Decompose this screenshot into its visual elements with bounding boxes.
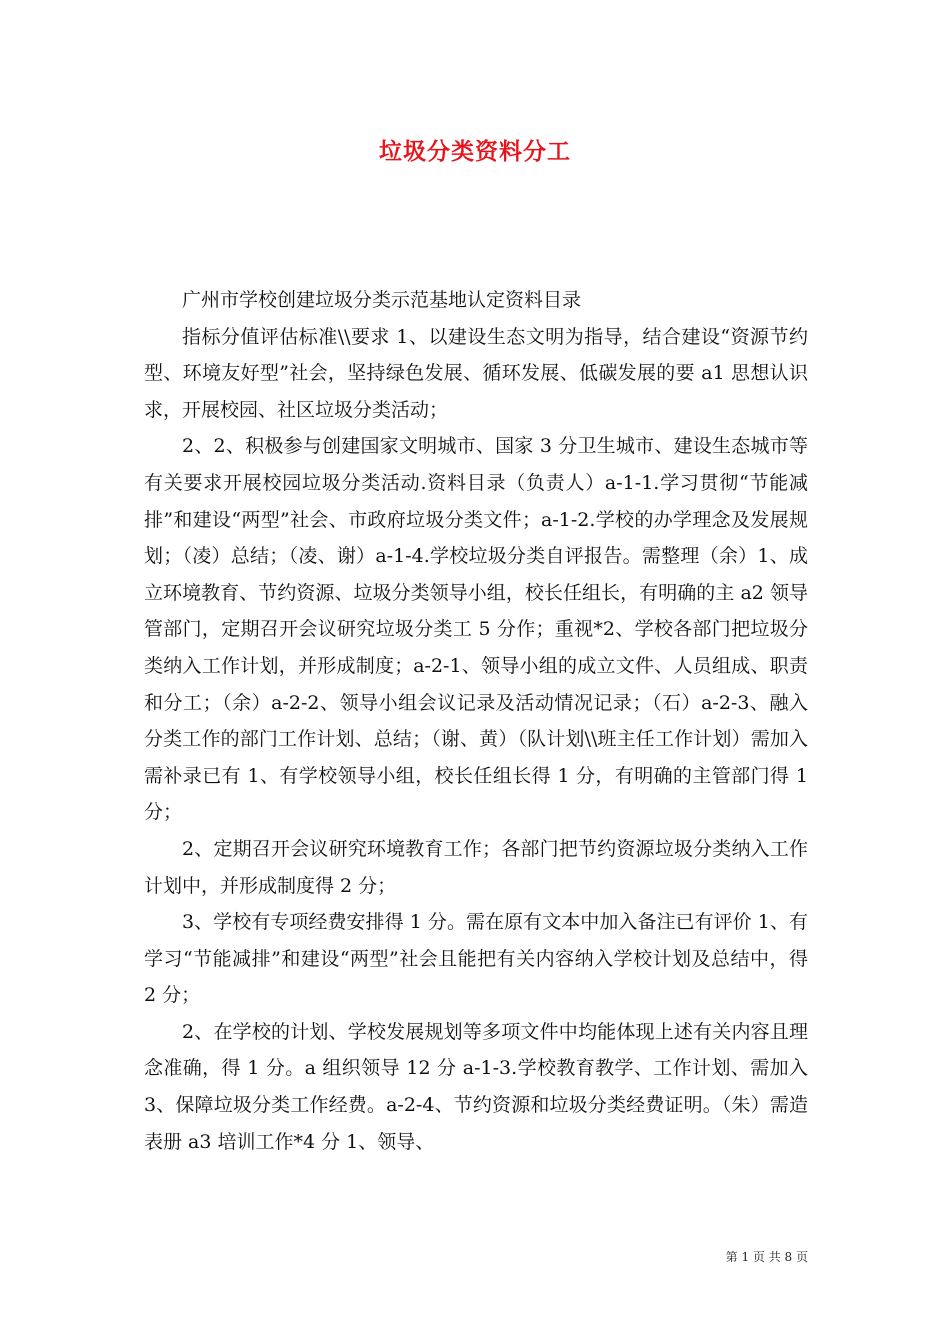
- paragraph-1: 广州市学校创建垃圾分类示范基地认定资料目录: [182, 289, 582, 311]
- document-body: [144, 282, 808, 1160]
- page-number: 第 1 页 共 8 页: [725, 1250, 808, 1264]
- paragraph-3: 2、2、积极参与创建国家文明城市、国家 3 分卫生城市、建设生态城市等有关要求开展校园垃圾分类活动.资料目录（负责人）a-1-1.学习贯彻“节能减排”和建设“两型”社会、市政府垃圾分类文件；a-1-2.学校的办学理念及发展规划；（凌）总结；（凌、谢）a-1-4.学校垃圾分类自评报告。需整理（余）1、成立环境教育、节约资源、垃圾分类领导小组，校长任组长，有明确的主 a2 领导管部门，定期召开会议研究垃圾分类工 5 分作；重视*2、学校各部门把垃圾分类纳入工作计划，并形成制度；a-2-1、领导小组的成立文件、人员组成、职责和分工；（余）a-2-2、领导小组会议记录及活动情况记录；（石）a-2-3、融入分类工作的部门工作计划、总结；（谢、黄）（队计划\\班主任工作计划）需加入需补录已有 1、有学校领导小组，校长任组长得 1 分，有明确的主管部门得 1 分；: [144, 435, 808, 824]
- paragraph-5: 3、学校有专项经费安排得 1 分。需在原有文本中加入备注已有评价 1、有学习“节能减排”和建设“两型”社会且能把有关内容纳入学校计划及总结中，得 2 分；: [144, 911, 808, 1007]
- document-title: 垃圾分类资料分工: [379, 138, 571, 165]
- paragraph-6: 2、在学校的计划、学校发展规划等多项文件中均能体现上述有关内容且理念准确，得 1 分。a 组织领导 12 分 a-1-3.学校教育教学、工作计划、需加入 3、保障垃圾分类工作经费。a-2-4、节约资源和垃圾分类经费证明。（朱）需造表册 a3 培训工作*4 分 1、领导、: [144, 1020, 808, 1153]
- paragraph-2: 指标分值评估标准\\要求 1、以建设生态文明为指导，结合建设“资源节约型、环境友好型”社会，坚持绿色发展、循环发展、低碳发展的要 a1 思想认识求，开展校园、社区垃圾分类活动；: [144, 325, 808, 421]
- paragraph-4: 2、定期召开会议研究环境教育工作；各部门把节约资源垃圾分类纳入工作计划中，并形成制度得 2 分；: [144, 837, 808, 897]
